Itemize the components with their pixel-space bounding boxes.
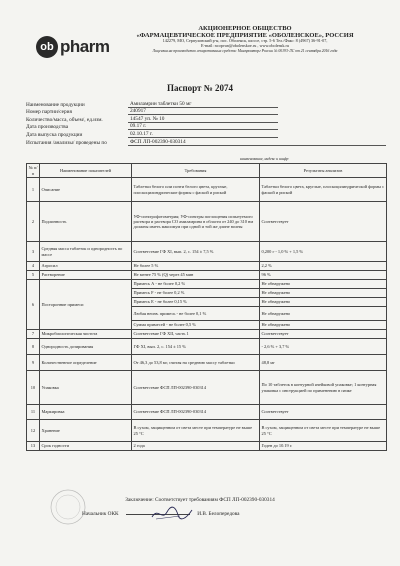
row-name: Хранение	[40, 420, 132, 442]
company-address: 142279, МО, Серпуховский р-н, пос. Оболенск, шоссе, стр. 5-6 Тел./Факс: 8 (4967) 36-91-07,	[162, 38, 328, 44]
col-header-req: Требования	[132, 164, 260, 178]
row-req: Сумма примесей - не более 0,5 %	[132, 321, 260, 330]
row-req: Таблетки белого или почти белого цвета, круглые, плоскоцилиндрические формы с фаской и риской	[132, 178, 260, 202]
meta-label: Номер партии/серия	[26, 109, 72, 116]
logo-mark: ob	[36, 36, 58, 58]
row-res: Не обнаружено	[260, 298, 387, 307]
table-row	[27, 178, 387, 202]
row-res: Не обнаружено	[260, 307, 387, 321]
row-num: 11	[27, 405, 40, 420]
company-line2: «ФАРМАЦЕВТИЧЕСКОЕ ПРЕДПРИЯТИЕ «ОБОЛЕНСКОЕ», РОССИЯ	[136, 32, 354, 40]
row-res: В сухом, защищенном от света месте при температуре не выше 25 °С	[260, 420, 387, 442]
row-name: Маркировка	[40, 405, 132, 420]
row-name: Растворение	[40, 271, 132, 280]
row-num: 12	[27, 420, 40, 442]
meta-value: 02.10.17 г.	[128, 131, 278, 138]
table-header-row	[27, 164, 387, 178]
row-req: Не менее 75 % (Q) через 45 мин	[132, 271, 260, 280]
row-num: 8	[27, 339, 40, 355]
row-req: В сухом, защищенном от света месте при температуре не выше 25 °С	[132, 420, 260, 442]
row-num: 2	[27, 202, 40, 242]
table-row	[27, 242, 387, 262]
row-req: Примесь Е - не более 0,15 %	[132, 298, 260, 307]
meta-row	[26, 115, 386, 123]
row-req: 2 года	[132, 442, 260, 451]
row-res: По 10 таблеток в контурной ячейковой упаковке; 1 контурная упаковка с инструкцией по применению в пачке	[260, 371, 387, 405]
signature-name: И.В. Белопередова	[197, 511, 240, 517]
row-name: Подлинность	[40, 202, 132, 242]
row-name: Количественное определение	[40, 355, 132, 371]
row-num: 13	[27, 442, 40, 451]
col-header-name: Наименование показателей	[40, 164, 132, 178]
table-row	[27, 339, 387, 355]
meta-row	[26, 100, 386, 108]
row-name: Однородность дозирования	[40, 339, 132, 355]
spec-table	[26, 163, 387, 451]
table-row	[27, 330, 387, 339]
row-res: 48,8 мг	[260, 355, 387, 371]
row-num: 3	[27, 242, 40, 262]
meta-value: 09.17 г.	[128, 123, 278, 130]
row-req: Соответствие ГФ XI, вып. 2, с. 154 ± 7,5 %	[132, 242, 260, 262]
conclusion: Заключение: Соответствует требованиям ФСП ЛП-002390-030314	[125, 497, 275, 503]
row-res: 0,200 г - 1,0 % + 1,5 %	[260, 242, 387, 262]
company-email: E-mail: ncopvan@obolenskoe.ru , www.obolensk.ru	[201, 42, 289, 48]
meta-row	[26, 108, 386, 116]
product-meta	[26, 100, 386, 146]
meta-row	[26, 130, 386, 138]
row-res: 2,2 %	[260, 262, 387, 271]
row-res: Соответствует	[260, 405, 387, 420]
row-num: 7	[27, 330, 40, 339]
meta-value: 240917	[128, 108, 278, 115]
meta-value: 14547 уп. № 10	[128, 116, 278, 123]
table-row	[27, 355, 387, 371]
page-title: Паспорт № 2074	[166, 83, 234, 93]
row-name: Упаковка	[40, 371, 132, 405]
row-num: 1	[27, 178, 40, 202]
meta-label: Количество/масса, объем/, ед.изм.	[26, 116, 103, 123]
row-name: Срок годности	[40, 442, 132, 451]
meta-value: ФСП ЛП-002390-030314	[128, 139, 386, 146]
row-res: Не обнаружено	[260, 280, 387, 289]
signature-role: Начальник ОКК	[82, 511, 119, 517]
col-header-res: Результаты анализов	[260, 164, 387, 178]
row-name: Посторонние примеси	[40, 280, 132, 330]
row-res: Не обнаружено	[260, 321, 387, 330]
logo-word: pharm	[60, 37, 110, 56]
table-row	[27, 442, 387, 451]
row-num: 6	[27, 280, 40, 330]
row-req: ГФ XI, вып. 2, с. 154 ± 15 %	[132, 339, 260, 355]
table-row	[27, 262, 387, 271]
row-res: Не обнаружено	[260, 289, 387, 298]
meta-label: Дата выпуска продукции	[26, 131, 83, 138]
company-line1: АКЦИОНЕРНОЕ ОБЩЕСТВО	[198, 25, 292, 32]
row-res: Соответствует	[260, 202, 387, 242]
row-req: Соответствие ФСП ЛП-002390-030314	[132, 405, 260, 420]
signature-block	[82, 511, 400, 517]
meta-label: Наименование продукции	[26, 101, 85, 108]
row-num: 10	[27, 371, 40, 405]
row-res: 96 %	[260, 271, 387, 280]
row-num: 4	[27, 262, 40, 271]
row-name: Описание	[40, 178, 132, 202]
table-row	[27, 271, 387, 280]
row-req: Не более 5 %	[132, 262, 260, 271]
meta-label: Испытания /анализы/ проведены по	[26, 139, 107, 146]
row-num: 9	[27, 355, 40, 371]
row-req: УФ-спектрофотометрия; УФ-спектры поглощения испытуемого раствора и раствора СО амиламрина в области от 240 до 310 нм должны иметь максимум при одной и той же длине волны	[132, 202, 260, 242]
table-row	[27, 420, 387, 442]
row-res: Годен до 10.19 г.	[260, 442, 387, 451]
row-req: Соответствие ФСП ЛП-002390-030314	[132, 371, 260, 405]
row-res: Таблетки белого цвета, круглые, плоскоцилиндрической формы с фаской и риской	[260, 178, 387, 202]
table-row	[27, 371, 387, 405]
row-req: Примесь А - не более 0,2 %	[132, 280, 260, 289]
meta-row	[26, 138, 386, 146]
company-license: Лицензия на производство лекарственных средств: Минпромторг России № 00193-ЛС от 21 сентября 2016 года	[152, 48, 338, 53]
row-res: - 2,6 % + 3,7 %	[260, 339, 387, 355]
table-row	[27, 405, 387, 420]
stamp-icon	[48, 487, 88, 527]
row-name: Аэросил	[40, 262, 132, 271]
meta-value: Амиламрин таблетки 50 мг	[128, 101, 278, 108]
company-header	[95, 25, 395, 53]
row-req: От 46,3 до 53,8 мг, считая на среднюю массу таблетки	[132, 355, 260, 371]
row-req: Примесь F - не более 0,2 %	[132, 289, 260, 298]
meta-label: Дата производства	[26, 124, 69, 131]
meta-row	[26, 123, 386, 131]
row-req: Соответствие ГФ XII, часть 1	[132, 330, 260, 339]
row-num: 5	[27, 271, 40, 280]
signature-scribble-icon	[150, 505, 194, 523]
row-req: Любая неизв. примесь - не более 0,1 %	[132, 307, 260, 321]
meta-note: наименование, индекс и шифр	[240, 157, 289, 161]
row-res: Соответствует	[260, 330, 387, 339]
row-name: Микробиологическая чистота	[40, 330, 132, 339]
col-header-num: № п/п	[27, 164, 40, 178]
table-row	[27, 202, 387, 242]
row-name: Средняя масса таблеток и однородность по массе	[40, 242, 132, 262]
table-row	[27, 280, 387, 289]
